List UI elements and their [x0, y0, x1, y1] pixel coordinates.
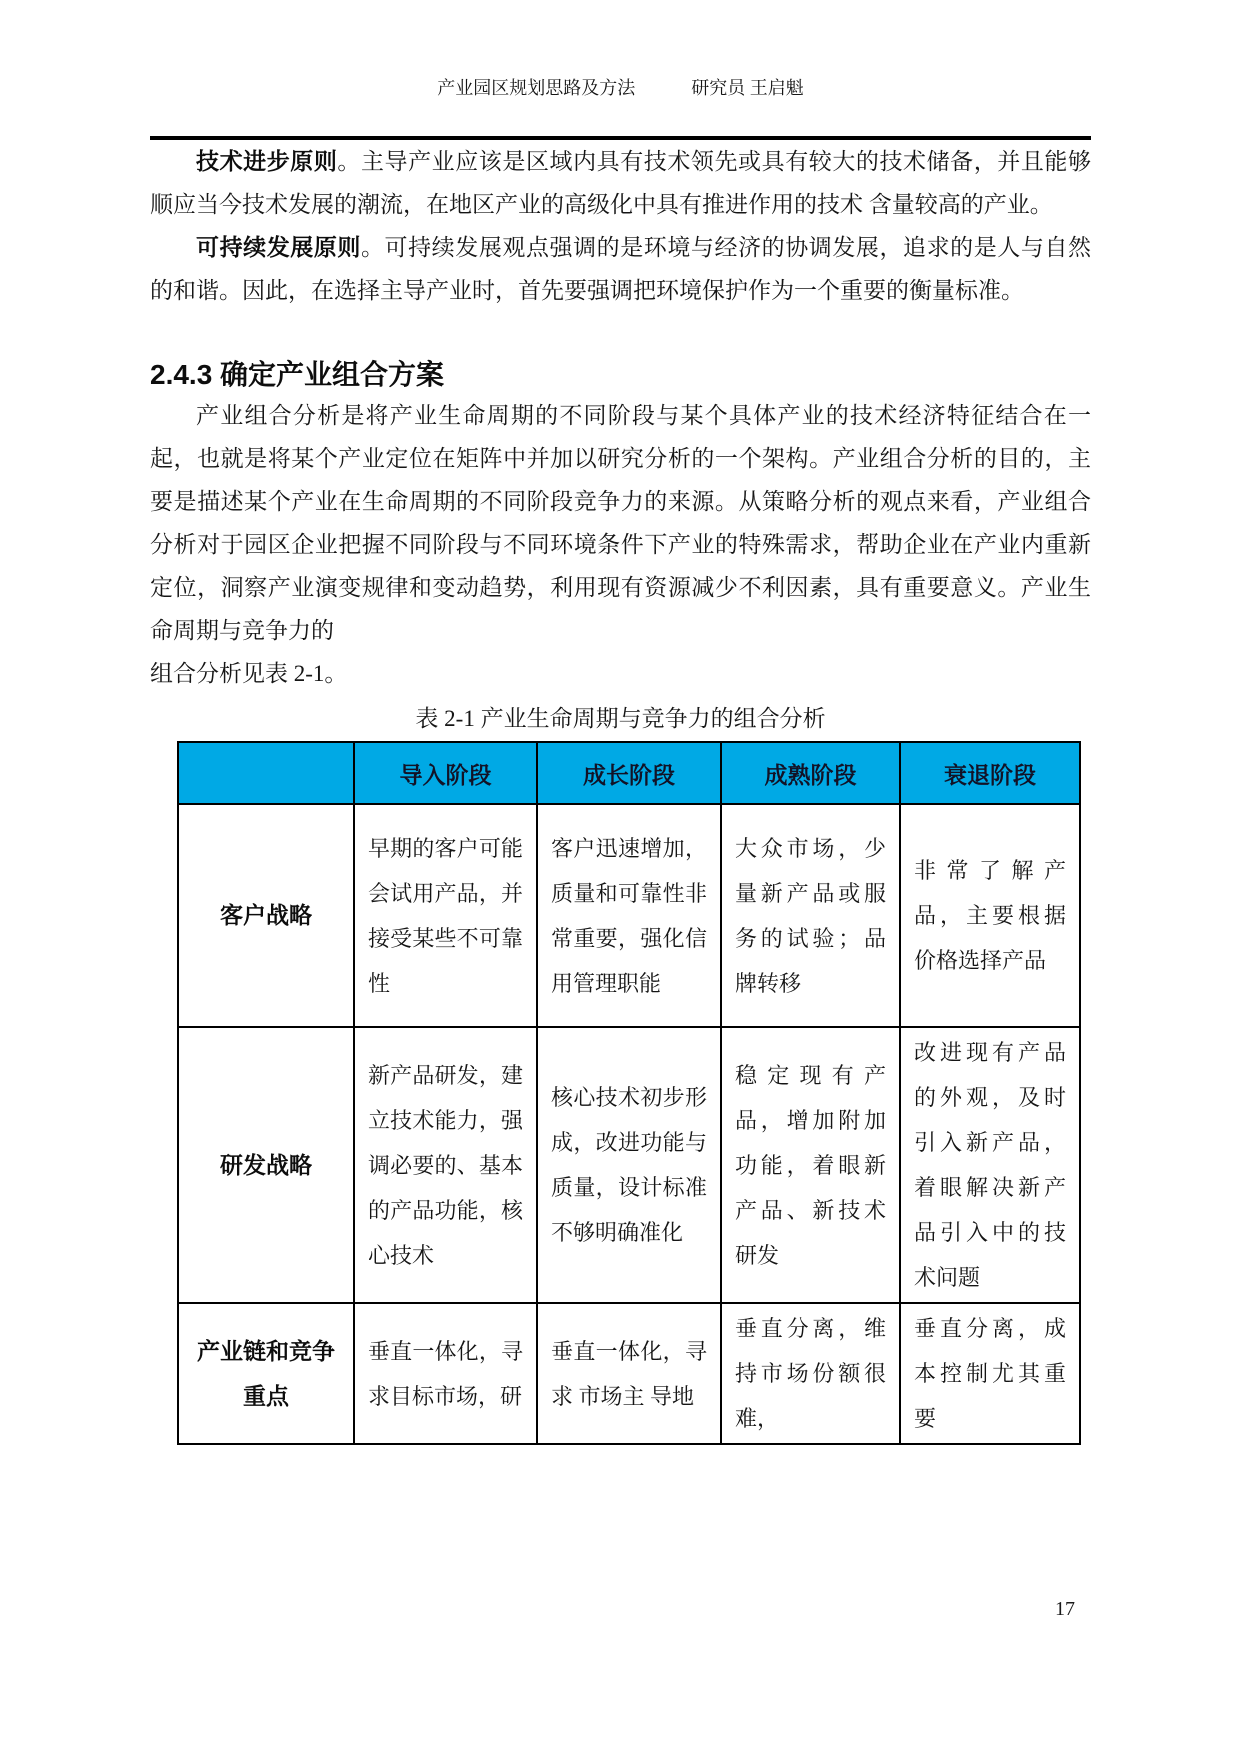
lifecycle-competitiveness-table — [177, 741, 1081, 1445]
paragraph-lead-bold: 技术进步原则 — [196, 148, 338, 174]
table-cell: 垂直一体化，寻求 市场主 导地 — [537, 1303, 721, 1444]
table-cell: 早期的客户可能会试用产品，并接受某些不可靠性 — [354, 804, 537, 1027]
running-header — [150, 76, 1091, 100]
table-cell: 垂直分离，成本控制尤其重要 — [900, 1303, 1080, 1444]
table-cell: 核心技术初步形成，改进功能与质量，设计标准不够明确准化 — [537, 1027, 721, 1303]
paragraph-portfolio-analysis: 产业组合分析是将产业生命周期的不同阶段与某个具体产业的技术经济特征结合在一起，也就是将某个产业定位在矩阵中并加以研究分析的一个架构。产业组合分析的目的，主要是描述某个产业在生命周期的不同阶段竞争力的来源。从策略分析的观点来看，产业组合分析对于园区企业把握不同阶段与不同环境条件下产业的特殊需求，帮助企业在产业内重新定位，洞察产业演变规律和变动趋势，利用现有资源减少不利因素，具有重要意义。产业生命周期与竞争力的 — [150, 403, 1091, 643]
table-cell: 大众市场，少量新产品或服务的试验；品牌转移 — [721, 804, 900, 1027]
paragraph-tech-principle — [150, 140, 1091, 226]
table-row-industry-chain-competition — [178, 1303, 1080, 1444]
paragraph-lead-bold: 可持续发展原则 — [196, 234, 361, 260]
table-row-customer-strategy — [178, 804, 1080, 1027]
paragraph-sustainable-principle — [150, 226, 1091, 312]
table-header-blank — [178, 742, 354, 804]
paragraph-text: 。可持续发展观点强调的是环境与经济的协调发展，追求的是人与自然的和谐。因此，在选择主导产业时，首先要强调把环境保护作为一个重要的衡量标准。 — [150, 235, 1092, 303]
table-header-row — [178, 742, 1080, 804]
section-heading: 2.4.3 确定产业组合方案 — [150, 359, 445, 390]
row-label: 产业链和竞争重点 — [178, 1303, 354, 1444]
row-label: 研发战略 — [178, 1027, 354, 1303]
running-header-title: 产业园区规划思路及方法 — [437, 78, 636, 98]
table-cell: 稳定现有产品，增加附加功能，着眼新产品、新技术研发 — [721, 1027, 900, 1303]
table-cell: 非常了解产品，主要根据价格选择产品 — [900, 804, 1080, 1027]
paragraph-portfolio-analysis-tail: 组合分析见表 2-1。 — [150, 661, 348, 686]
running-header-author: 研究员 王启魁 — [691, 78, 804, 98]
paragraph-text: 。主导产业应该是区域内具有技术领先或具有较大的技术储备，并且能够顺应当今技术发展的潮流，在地区产业的高级化中具有推进作用的技术 含量较高的产业。 — [150, 149, 1092, 217]
table-cell: 新产品研发，建立技术能力，强调必要的、基本的产品功能，核心技术 — [354, 1027, 537, 1303]
row-label: 客户战略 — [178, 804, 354, 1027]
table-cell: 客户迅速增加，质量和可靠性非常重要，强化信用管理职能 — [537, 804, 721, 1027]
table-header-maturity-stage: 成熟阶段 — [721, 742, 900, 804]
table-header-introduction-stage: 导入阶段 — [354, 742, 537, 804]
table-caption: 表 2-1 产业生命周期与竞争力的组合分析 — [415, 706, 826, 731]
page-number: 17 — [1055, 1598, 1075, 1620]
table-header-growth-stage: 成长阶段 — [537, 742, 721, 804]
table-cell: 垂直一体化，寻求目标市场，研 — [354, 1303, 537, 1444]
table-cell: 改进现有产品的外观，及时引入新产品，着眼解决新产品引入中的技术问题 — [900, 1027, 1080, 1303]
table-header-decline-stage: 衰退阶段 — [900, 742, 1080, 804]
table-cell: 垂直分离，维持市场份额很难， — [721, 1303, 900, 1444]
table-row-rd-strategy — [178, 1027, 1080, 1303]
